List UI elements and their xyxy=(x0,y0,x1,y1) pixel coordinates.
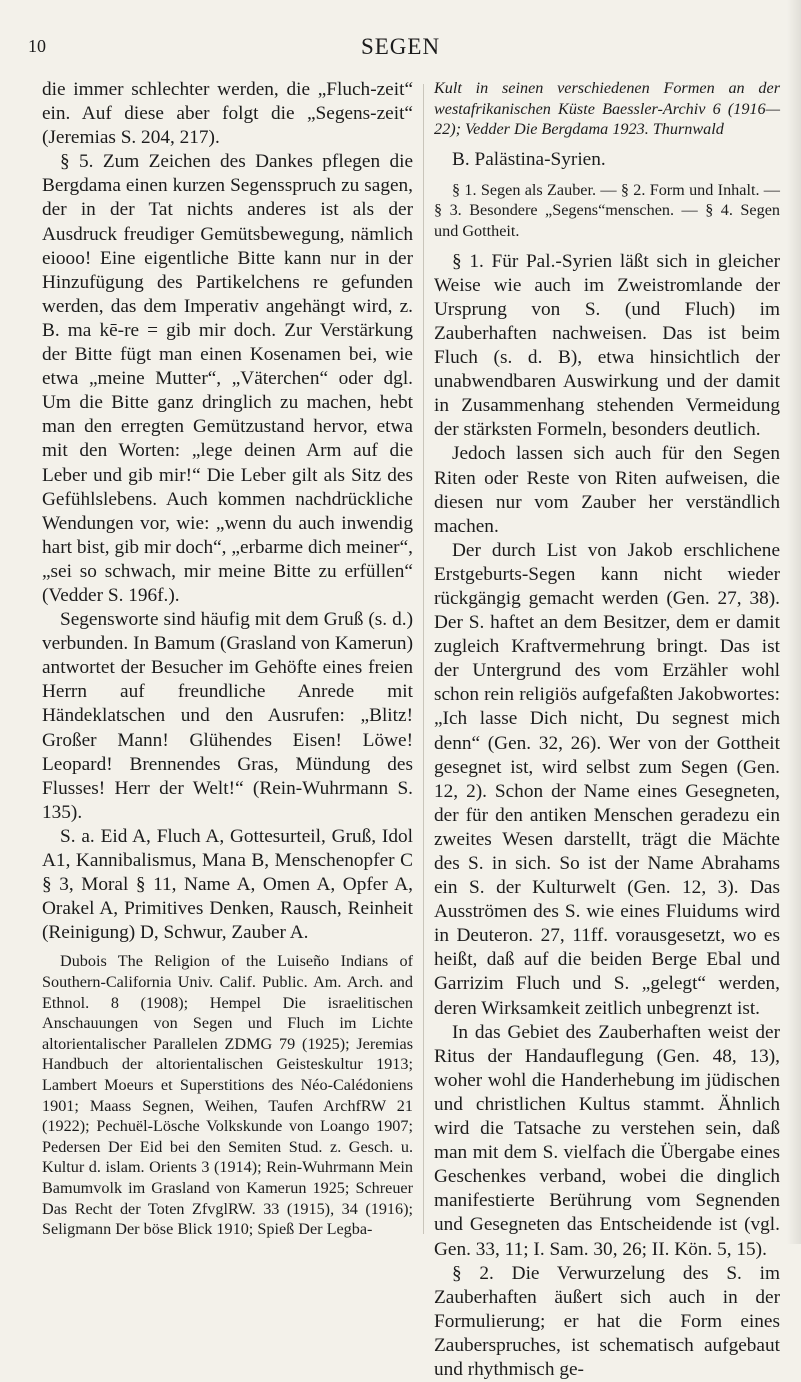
section-contents: § 1. Segen als Zauber. — § 2. Form und Inhalt. — § 3. Besondere „Segens“menschen. — § 4. Segen und Gottheit. xyxy=(434,180,780,241)
right-bibliography-continued: Kult in seinen verschiedenen Formen an der westafrikanischen Küste Baessler-Archiv 6 (1916—22); Vedder Die Bergdama 1923. Thurnwald xyxy=(434,79,780,139)
left-cross-references: S. a. Eid A, Fluch A, Gottesurteil, Gruß, Idol A1, Kannibalismus, Mana B, Menschenopfer C § 3, Moral § 11, Name A, Omen A, Opfer A, Orakel A, Primitives Denken, Rausch, Reinheit (Reinigung) D, Schwur, Zauber A. xyxy=(42,825,413,944)
left-bibliography: Dubois The Religion of the Luiseño Indians of Southern-California Univ. Calif. Public. Am. Arch. and Ethnol. 8 (1908); Hempel Die israelitischen Anschauungen von Segen und Fluch im Lichte altorientalischer Parallelen ZDMG 79 (1925); Jeremias Handbuch der altorientalischen Geisteskultur 1913; Lambert Moeurs et Superstitions des Néo-Calédoniens 1901; Maass Segnen, Weihen, Taufen ArchfRW 21 (1922); Pechuël-Lösche Volkskunde von Loango 1907; Pedersen Der Eid bei den Semiten Stud. z. Gesch. u. Kultur d. islam. Orients 3 (1914); Rein-Wuhrmann Mein Bamumvolk im Grasland von Kamerun 1925; Schreuer Das Recht der Toten ZfvglRW. 33 (1915), 34 (1916); Seligmann Der böse Blick 1910; Spieß Der Legba- xyxy=(42,952,413,1239)
right-column xyxy=(434,78,780,1382)
right-paragraph-5: § 2. Die Verwurzelung des S. im Zauberhaften äußert sich auch in der Formulierung; er hat die Form eines Zauberspruches, ist schematisch aufgebaut und rhythmisch ge- xyxy=(434,1262,780,1380)
section-heading: B. Palästina-Syrien. xyxy=(452,148,606,170)
running-title: SEGEN xyxy=(360,34,441,59)
left-paragraph-3: Segensworte sind häufig mit dem Gruß (s. d.) verbunden. In Bamum (Grasland von Kamerun) antwortet der Besucher im Gehöfte eines freien Herrn auf freundliche Anrede mit Händeklatschen und den Ausrufen: „Blitz! Großer Mann! Glühendes Eisen! Löwe! Leopard! Brennendes Gras, Mündung des Flusses! Herr der Welt!“ (Rein-Wuhrmann S. 135). xyxy=(42,609,413,823)
right-paragraph-1: § 1. Für Pal.-Syrien läßt sich in gleicher Weise wie auch im Zweistromlande der Ursprung von S. (und Fluch) im Zauberhaften nachweisen. Das ist beim Fluch (s. d. B), etwa hinsichtlich der unabwendbaren Auswirkung und der damit in Zusammenhang stehenden Vermeidung der stärksten Formeln, besonders deutlich. xyxy=(434,250,780,441)
page-number: 10 xyxy=(28,36,46,56)
right-paragraph-4: In das Gebiet des Zauberhaften weist der Ritus der Handauflegung (Gen. 48, 13), woher wohl die Handerhebung im jüdischen und christlichen Kultus stammt. Ähnlich wird die Tatsache zu verstehen sein, daß man mit dem S. vielfach die Übergabe eines Geschenkes verband, wobei die dinglich manifestierte Berührung vom Segnenden und Gesegneten das Entscheidende ist (vgl. Gen. 33, 11; I. Sam. 30, 26; II. Kön. 5, 15). xyxy=(434,1021,780,1260)
left-paragraph-2: § 5. Zum Zeichen des Dankes pflegen die Bergdama einen kurzen Segensspruch zu sagen, der in der Tat nichts anderes ist als der Ausdruck freudiger Gemütsbewegung, nämlich eiooo! Eine eigentliche Bitte kann nur in der Hinzufügung des Partikelchens re gefunden werden, das dem Imperativ angehängt wird, z. B. ma kē-re = gib mir doch. Zur Verstärkung der Bitte fügt man einen Kosenamen bei, wie etwa „meine Mutter“, „Väterchen“ oder dgl. Um die Bitte ganz dringlich zu machen, hebt man den erregten Gemützustand hervor, etwa mit den Worten: „lege deinen Arm auf die Leber und gib mir!“ Die Leber gilt als Sitz des Gefühlslebens. Auch kommen nachdrückliche Wendungen vor, wie: „wenn du auch inwendig hart bist, gib mir doch“, „erbarme dich meiner“, „sei so schwach, mir meine Bitte zu erfüllen“ (Vedder S. 196f.). xyxy=(42,151,413,606)
right-paragraph-3: Der durch List von Jakob erschlichene Erstgeburts-Segen kann nicht wieder rückgängig gemacht werden (Gen. 27, 38). Der S. haftet an dem Besitzer, dem er damit zugleich Kraftvermehrung bringt. Das ist der Untergrund des vom Erzähler wohl schon rein religiös aufgefaßten Jakobwortes: „Ich lasse Dich nicht, Du segnest mich denn“ (Gen. 32, 26). Wer von der Gottheit gesegnet ist, wird selbst zum Segen (Gen. 12, 2). Schon der Name eines Gesegneten, der für den antiken Menschen geradezu ein zweites Wesen darstellt, trägt die Mächte des S. in sich. So ist der Name Abrahams ein S. der Kulturwelt (Gen. 12, 3). Das Ausströmen des S. wie eines Fluidums wird in Deuteron. 27, 11ff. vorausgesetzt, wo es heißt, daß auf die beiden Berge Ebal und Garrizim Fluch und S. „gelegt“ werden, deren Wirksamkeit zeitlich unbegrenzt ist. xyxy=(434,539,780,1019)
left-column xyxy=(42,78,413,1240)
page-edge-shadow xyxy=(787,0,801,1244)
left-paragraph-1: die immer schlechter werden, die „Fluch-zeit“ ein. Auf diese aber folgt die „Segens-zeit“ (Jeremias S. 204, 217). xyxy=(42,79,413,149)
right-paragraph-2: Jedoch lassen sich auch für den Segen Riten oder Reste von Riten aufweisen, die diesen nur vom Zauber her verständlich machen. xyxy=(434,443,780,537)
column-divider xyxy=(423,84,424,1234)
